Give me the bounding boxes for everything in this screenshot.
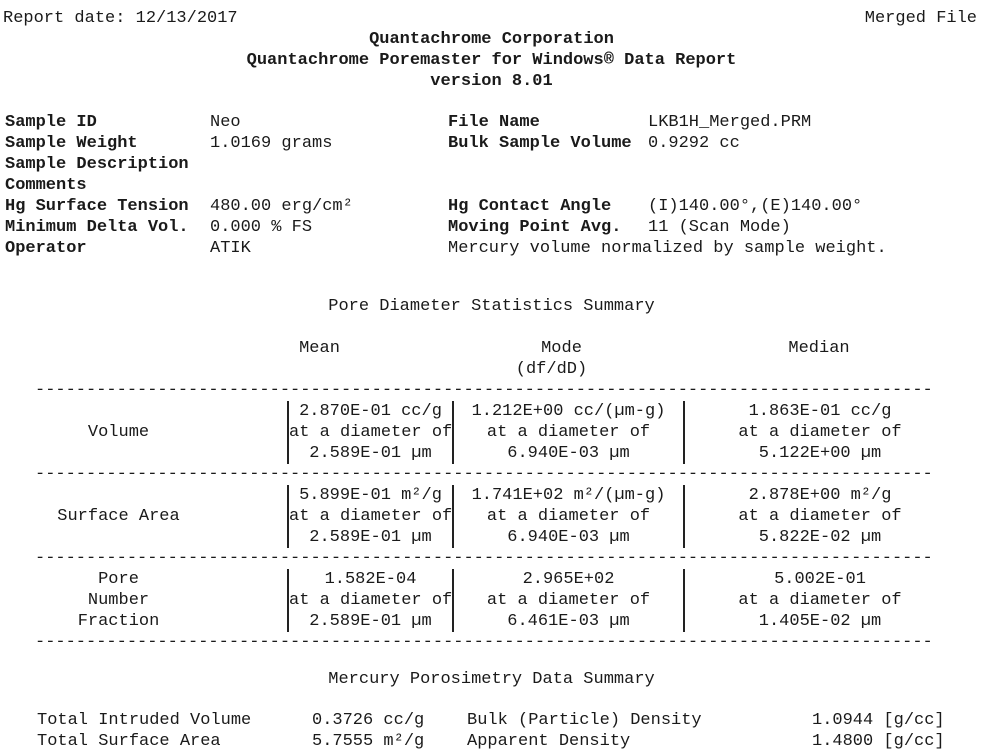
value-moving-point-avg: 11 (Scan Mode)	[648, 218, 791, 237]
sample-info-section	[5, 112, 983, 259]
label-apparent-density: Apparent Density	[467, 732, 631, 751]
diameter-line: 2.589E-01 µm	[309, 444, 432, 463]
value-line: 1.212E+00 cc/(µm-g)	[471, 402, 666, 421]
value-hg-contact-angle: (I)140.00°,(E)140.00°	[648, 197, 863, 216]
value-line: 1.582E-04	[324, 570, 417, 589]
at-line: at a diameter of	[738, 507, 902, 526]
label-empty-1	[448, 154, 648, 175]
value-line: 1.863E-01 cc/g	[748, 402, 892, 421]
value-line: 5.899E-01 m²/g	[299, 486, 442, 505]
row-label-volume	[0, 401, 262, 464]
value-line: 2.878E+00 m²/g	[748, 486, 892, 505]
value-line: 5.002E-01	[774, 570, 866, 589]
at-line: at a diameter of	[289, 591, 453, 610]
label-bulk-sample-volume: Bulk Sample Volume	[448, 134, 632, 153]
label-total-intruded-volume: Total Intruded Volume	[37, 711, 252, 730]
row-label-pore-number-fraction	[0, 569, 262, 632]
value-file-name: LKB1H_Merged.PRM	[648, 113, 812, 132]
label-hg-contact-angle: Hg Contact Angle	[448, 197, 612, 216]
row-label-line: Number	[87, 591, 150, 610]
diameter-line: 6.940E-03 µm	[507, 444, 630, 463]
table-separator: ----------------------------------------------------------------------------------------	[35, 381, 933, 400]
value-empty-2	[648, 175, 983, 196]
file-tag: Merged File	[864, 9, 977, 28]
label-sample-weight: Sample Weight	[5, 134, 138, 153]
stats-subheader-blank-2	[287, 359, 452, 380]
cell-pore-fraction-mean	[287, 569, 452, 632]
title-block	[0, 29, 983, 92]
cell-volume-median	[683, 401, 955, 464]
spacer	[0, 317, 983, 338]
value-line: 2.870E-01 cc/g	[299, 402, 442, 421]
label-bulk-particle-density: Bulk (Particle) Density	[467, 711, 702, 730]
stats-subheader-blank-3	[683, 359, 955, 380]
porosimetry-summary-section	[37, 710, 983, 752]
stats-row-surface-area	[0, 485, 955, 548]
diameter-line: 2.589E-01 µm	[309, 528, 432, 547]
row-label-line: Surface Area	[57, 507, 180, 526]
value-bulk-particle-density: 1.0944 [g/cc]	[812, 711, 945, 730]
value-bulk-sample-volume: 0.9292 cc	[648, 134, 740, 153]
stats-row-volume	[0, 401, 955, 464]
label-empty-2	[448, 175, 648, 196]
value-sample-weight: 1.0169 grams	[210, 134, 333, 153]
diameter-line: 5.122E+00 µm	[758, 444, 882, 463]
stats-header-mode: Mode	[541, 339, 582, 358]
stats-header-median: Median	[788, 339, 850, 358]
label-total-surface-area: Total Surface Area	[37, 732, 221, 751]
table-separator: ----------------------------------------------------------------------------------------	[35, 549, 933, 568]
label-operator: Operator	[5, 239, 87, 258]
label-file-name: File Name	[448, 113, 540, 132]
cell-volume-mode	[452, 401, 683, 464]
label-minimum-delta-vol: Minimum Delta Vol.	[5, 218, 189, 237]
value-total-intruded-volume: 0.3726 cc/g	[312, 711, 425, 730]
stats-header-row	[0, 338, 955, 380]
cell-surface-area-mean	[287, 485, 452, 548]
product-title: Quantachrome Poremaster for Windows® Data Report	[246, 51, 737, 70]
value-empty-1	[648, 154, 983, 175]
cell-pore-fraction-median	[683, 569, 955, 632]
value-operator: ATIK	[210, 239, 251, 258]
value-apparent-density: 1.4800 [g/cc]	[812, 732, 945, 751]
porosimetry-section-title: Mercury Porosimetry Data Summary	[328, 670, 655, 689]
cell-surface-area-median	[683, 485, 955, 548]
label-moving-point-avg: Moving Point Avg.	[448, 218, 622, 237]
cell-volume-mean	[287, 401, 452, 464]
stats-section-title: Pore Diameter Statistics Summary	[328, 297, 655, 316]
row-label-line: Pore	[98, 570, 139, 589]
label-hg-surface-tension: Hg Surface Tension	[5, 197, 189, 216]
table-separator: ----------------------------------------------------------------------------------------	[35, 633, 933, 652]
stats-subheader-mode: (df/dD)	[515, 360, 588, 379]
label-sample-id: Sample ID	[5, 113, 97, 132]
row-label-line: Fraction	[77, 612, 160, 631]
table-separator: ----------------------------------------------------------------------------------------	[35, 465, 933, 484]
value-comments	[210, 175, 448, 196]
stats-row-pore-number-fraction	[0, 569, 955, 632]
stats-subheader-blank-1	[0, 359, 287, 380]
stats-header-mean: Mean	[299, 339, 340, 358]
value-total-surface-area: 5.7555 m²/g	[312, 732, 425, 751]
at-line: at a diameter of	[738, 423, 902, 442]
diameter-line: 5.822E-02 µm	[758, 528, 882, 547]
report-header-row	[0, 0, 983, 29]
value-hg-surface-tension: 480.00 erg/cm²	[210, 197, 353, 216]
diameter-line: 6.940E-03 µm	[507, 528, 630, 547]
diameter-line: 2.589E-01 µm	[309, 612, 432, 631]
cell-surface-area-mode	[452, 485, 683, 548]
at-line: at a diameter of	[486, 423, 651, 442]
at-line: at a diameter of	[738, 591, 902, 610]
value-line: 2.965E+02	[522, 570, 615, 589]
label-sample-description: Sample Description	[5, 155, 189, 174]
diameter-line: 1.405E-02 µm	[758, 612, 882, 631]
value-sample-description	[210, 154, 448, 175]
company-title: Quantachrome Corporation	[369, 30, 614, 49]
report-date: Report date: 12/13/2017	[3, 9, 238, 28]
row-label-line: Volume	[87, 423, 150, 442]
at-line: at a diameter of	[486, 507, 651, 526]
label-comments: Comments	[5, 176, 87, 195]
value-sample-id: Neo	[210, 113, 241, 132]
value-minimum-delta-vol: 0.000 % FS	[210, 218, 313, 237]
diameter-line: 6.461E-03 µm	[507, 612, 630, 631]
at-line: at a diameter of	[289, 423, 453, 442]
at-line: at a diameter of	[289, 507, 453, 526]
normalization-note: Mercury volume normalized by sample weight.	[448, 239, 887, 258]
value-line: 1.741E+02 m²/(µm-g)	[471, 486, 666, 505]
row-label-surface-area	[0, 485, 262, 548]
cell-pore-fraction-mode	[452, 569, 683, 632]
version-line: version 8.01	[430, 72, 553, 91]
at-line: at a diameter of	[486, 591, 651, 610]
